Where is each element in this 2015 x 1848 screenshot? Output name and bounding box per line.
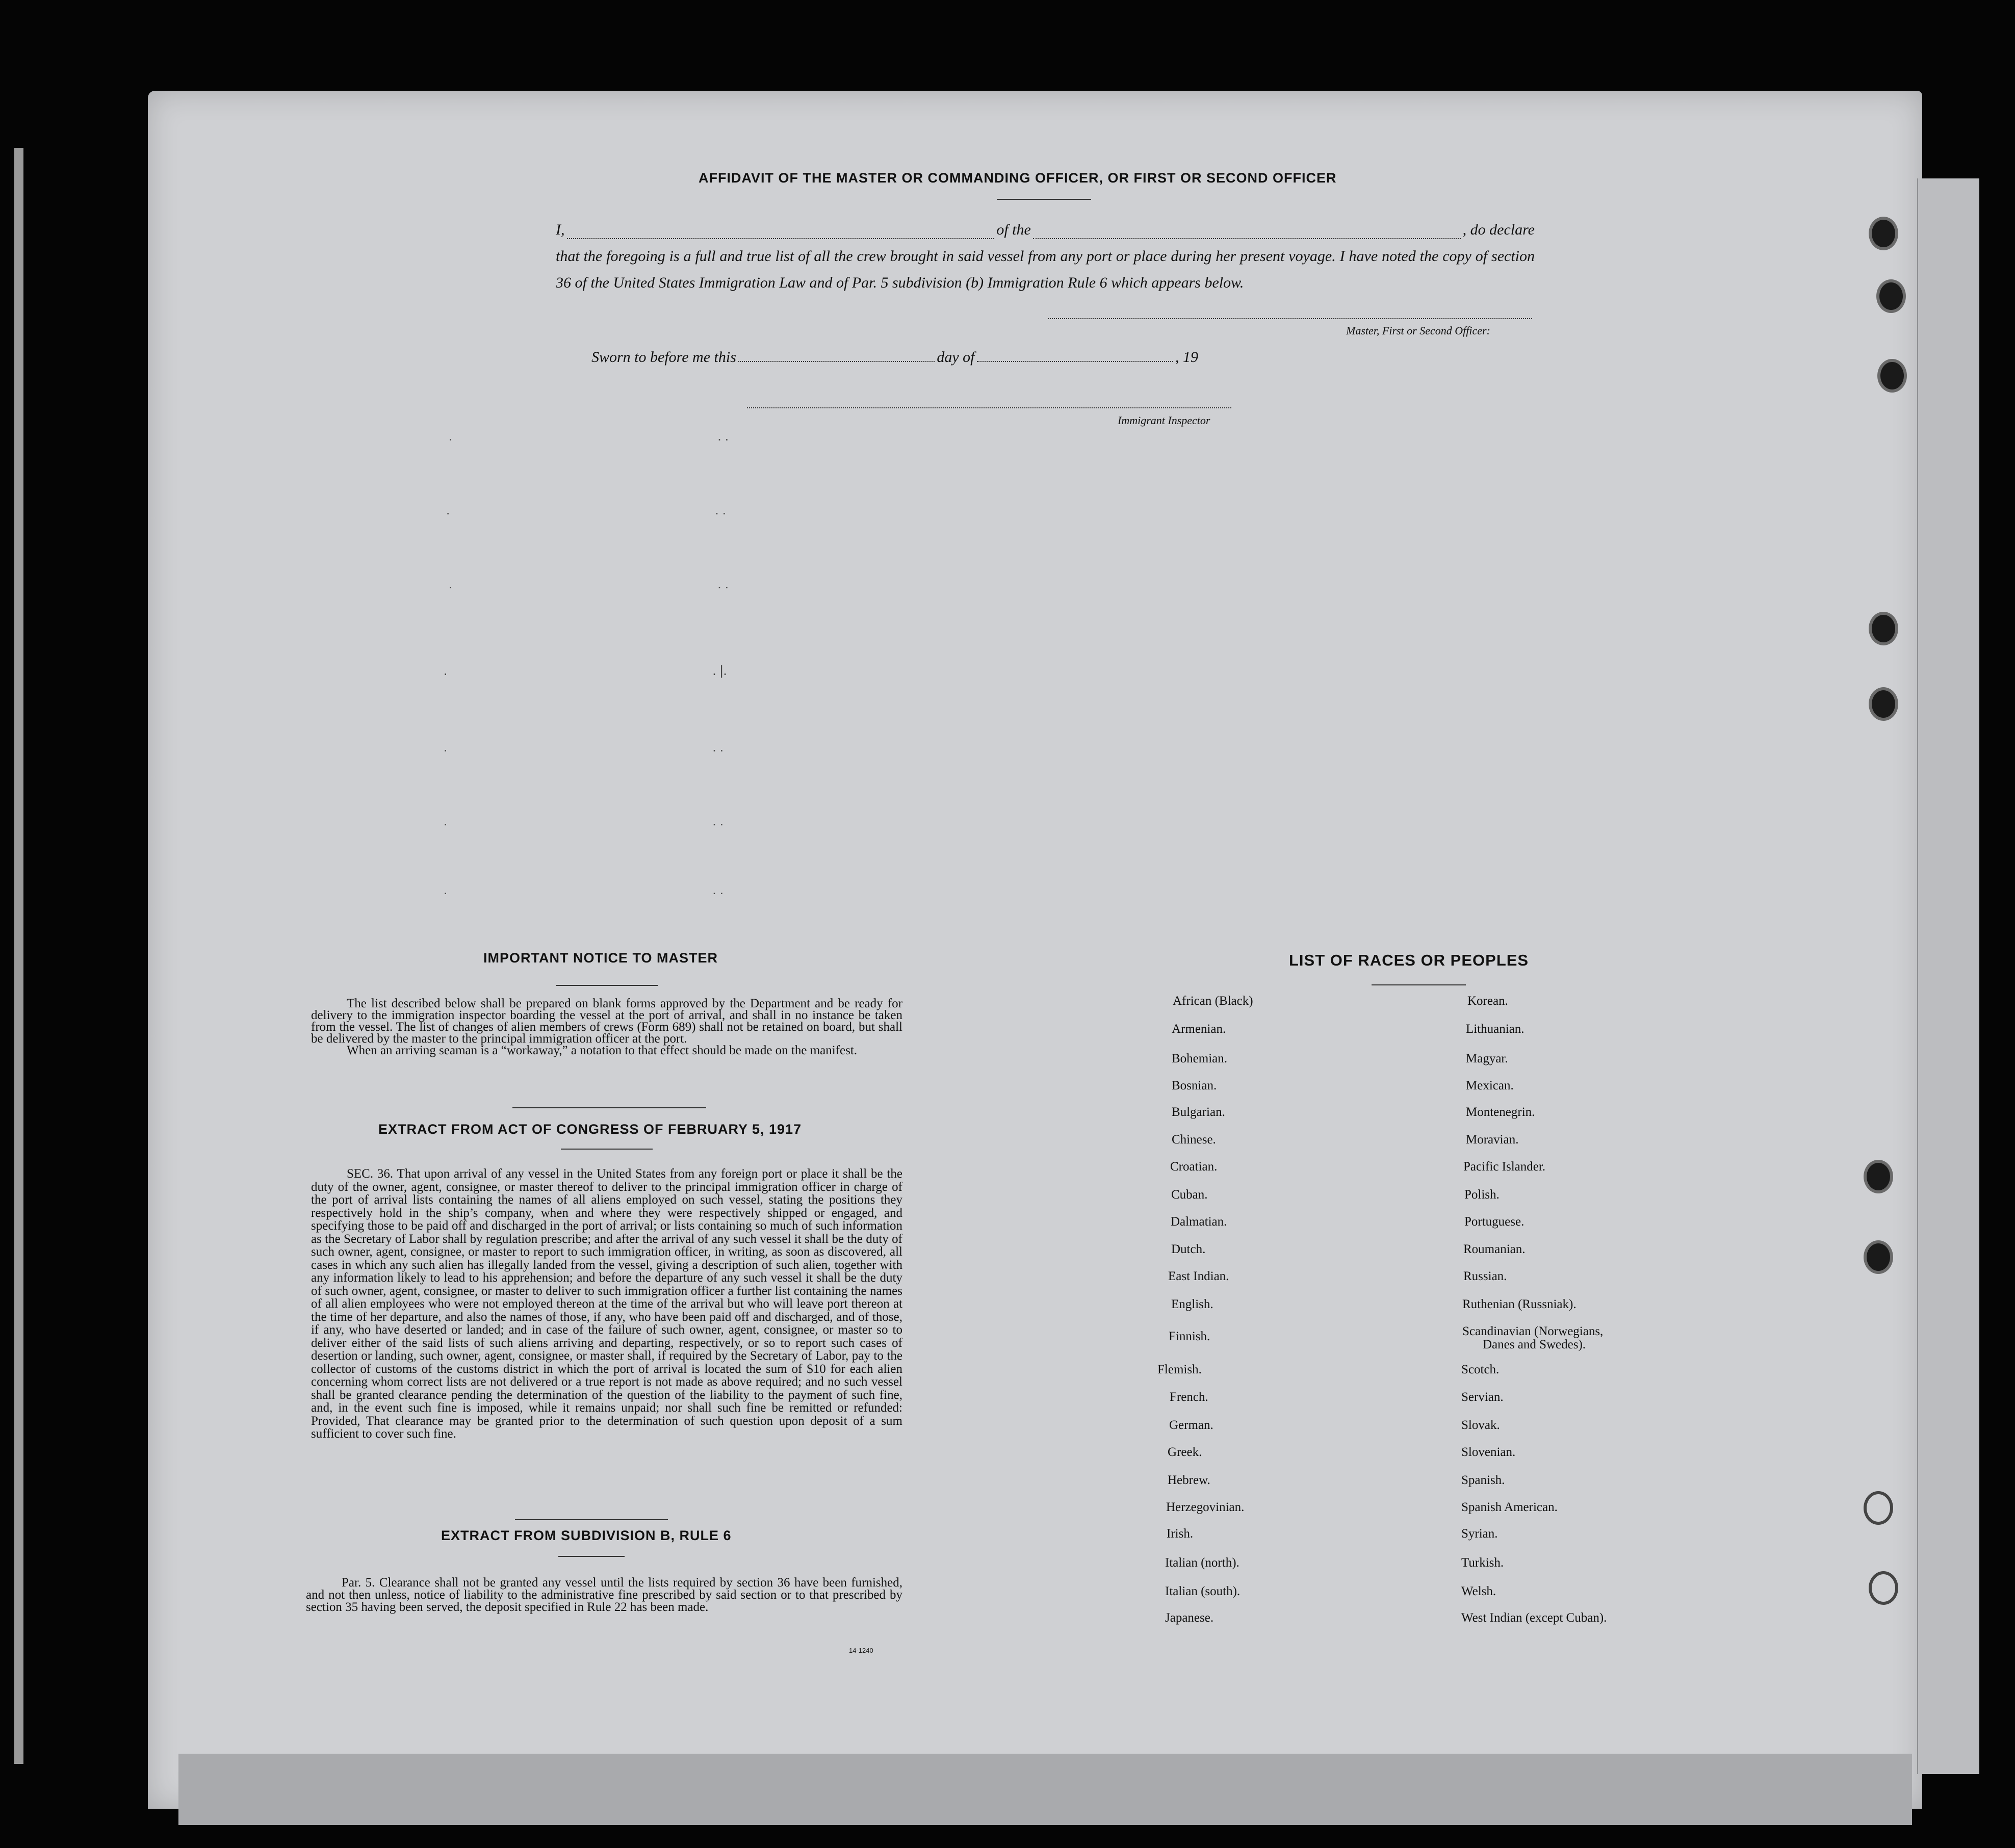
binder-hole-icon [1876,279,1906,313]
race-item: Mexican. [1466,1079,1514,1092]
binder-hole-icon [1869,217,1898,250]
race-item: Spanish. [1461,1473,1505,1487]
declarant-label: I, [556,221,565,238]
race-item: East Indian. [1168,1269,1229,1283]
race-item: Greek. [1168,1445,1202,1459]
race-item: Cuban. [1171,1188,1208,1202]
officer-signature-field[interactable] [1048,317,1532,319]
day-of-label: day of [937,349,975,366]
race-item: Chinese. [1172,1133,1216,1147]
race-item: Finnish. [1169,1330,1210,1343]
race-item: Dutch. [1171,1242,1206,1256]
race-item: Bulgarian. [1172,1105,1225,1119]
races-title: LIST OF RACES OR PEOPLES [1289,951,1529,969]
form-number: 14-1240 [849,1647,873,1654]
race-item: Hebrew. [1168,1473,1210,1487]
inspector-signature-field[interactable] [747,406,1231,408]
left-edge-strip [14,148,23,1764]
notice-paragraph: The list described below shall be prepared on blank forms approved by the Department and be ready for delivery to the immigration inspector boarding the vessel at the port of arrival, and shall in no instance be taken from the vessel. The list of changes of alien members of crews (Form 689) shall not be retained on board, but shall be delivered by the master to the principal immigration officer at the port. [311,997,902,1046]
binder-hole-icon [1877,359,1907,393]
show-through-mark: . . . [444,813,724,828]
race-item: Lithuanian. [1466,1022,1525,1036]
binder-hole-icon [1869,1571,1898,1605]
vessel-name-field[interactable] [1033,223,1461,239]
race-item: Ruthenian (Russniak). [1462,1297,1577,1311]
notice-title: IMPORTANT NOTICE TO MASTER [483,950,718,966]
show-through-mark: . . |. [444,663,727,678]
show-through-mark: . . . [446,502,726,517]
race-item: Roumanian. [1463,1242,1526,1256]
declaration-body: that the foregoing is a full and true list of all the crew brought in said vessel from any port or place during her present voyage. I have noted the copy of section 36 of the United States Immigration Law and of Par. 5 subdivision (b) Immigration Rule 6 which appears below. [556,248,1535,291]
race-item: Herzegovinian. [1166,1500,1245,1514]
race-item: Pacific Islander. [1463,1160,1546,1174]
show-through-mark: . . . [449,428,729,444]
race-item: Turkish. [1461,1556,1504,1570]
race-item: Bohemian. [1172,1052,1228,1065]
section-36-paragraph: SEC. 36. That upon arrival of any vessel in the United States from any foreign port or place it shall be the duty of the owner, agent, consignee, or master thereof to deliver to the principal immigration officer in charge of the port of arrival lists containing the names of all aliens employed on such vessel, stating the positions they respectively hold in the ship’s company, when and where they were respectively shipped or engaged, and specifying those to be paid off and discharged in the port of arrival; or lists containing so much of such information as the Secretary of Labor shall by regulation prescribe; and after the arrival of any such vessel it shall be the duty of such owner, agent, consignee, or master to report to such immigration officer, in writing, as soon as discovered, all cases in which any such alien has illegally landed from the vessel, giving a description of such alien, together with any information likely to lead to his apprehension; and before the departure of any such vessel it shall be the duty of such owner, agent, consignee, or master to deliver to such immigration officer a further list containing the names of all alien employees who were not employed thereon at the time of the arrival but who will leave port thereon at the time of her departure, and also the names of those, if any, who have been paid off and discharged, and of those, if any, who have deserted or landed; and in case of the failure of such owner, agent, consignee, or master so to deliver either of the said lists of such aliens arriving and departing, respectively, or so to report such cases of desertion or landing, such owner, agent, consignee, or master shall, if required by the Secretary of Labor, pay to the collector of customs of the customs district in which the port of arrival is located the sum of $10 for each alien concerning whom correct lists are not delivered or a true report is not made as above required; and no such vessel shall be granted clearance pending the determination of the question of the liability to the payment of such fine, and, in the event such fine is imposed, while it remains unpaid; nor shall such fine be remitted or refunded: Provided, That clearance may be granted prior to the determination of such question upon deposit of a sum sufficient to cover such fine. [311,1167,902,1441]
race-item: West Indian (except Cuban). [1461,1611,1607,1625]
year-label: , 19 [1175,349,1198,366]
race-item: Russian. [1463,1269,1507,1283]
show-through-mark: . . . [449,576,729,591]
race-item: Scandinavian (Norwegians, [1462,1324,1604,1338]
section-36-text [311,1167,902,1441]
sworn-month-field[interactable] [977,346,1173,362]
race-item: Welsh. [1461,1584,1496,1598]
officer-signature-label: Master, First or Second Officer: [1346,324,1490,337]
section-divider [515,1519,668,1520]
race-item: Portuguese. [1464,1215,1525,1229]
notice-body [311,998,902,1056]
races-title-rule [1372,984,1466,985]
binder-hole-icon [1869,612,1898,645]
race-item: German. [1169,1418,1213,1432]
declaration [556,217,1535,296]
binder-hole-icon [1864,1160,1893,1193]
race-item: Bosnian. [1172,1079,1217,1092]
notice-rule [556,985,658,986]
rule-extract-rule [558,1556,625,1557]
affidavit-title: AFFIDAVIT OF THE MASTER OR COMMANDING OFFICER, OR FIRST OR SECOND OFFICER [699,170,1337,186]
race-item: Danes and Swedes). [1483,1338,1586,1351]
rule-extract-title: EXTRACT FROM SUBDIVISION B, RULE 6 [441,1528,732,1543]
race-item: Slovenian. [1461,1445,1516,1459]
declare-label: , do declare [1462,221,1535,238]
binder-hole-icon [1869,687,1898,721]
race-item: Montenegrin. [1466,1105,1535,1119]
race-item: Spanish American. [1461,1500,1558,1514]
sworn-label: Sworn to before me this [591,349,736,366]
title-rule [997,199,1091,200]
declaration-first-line [556,217,1535,243]
paragraph-5-text [306,1577,902,1613]
act-extract-rule [561,1149,653,1150]
race-item: Syrian. [1461,1527,1498,1541]
binding-strip [1917,178,1979,1774]
race-item: Servian. [1461,1390,1504,1404]
race-item: Croatian. [1170,1160,1218,1174]
race-item: Slovak. [1461,1418,1500,1432]
race-item: Dalmatian. [1171,1215,1227,1229]
race-item: Irish. [1167,1527,1194,1541]
binder-hole-icon [1864,1240,1893,1274]
race-item: French. [1170,1390,1208,1404]
sworn-line [591,346,1198,366]
race-item: Polish. [1464,1188,1500,1202]
race-item: Japanese. [1165,1611,1214,1625]
show-through-mark: . . . [444,739,724,754]
section-divider [512,1107,706,1108]
race-item: Italian (north). [1165,1556,1239,1570]
race-item: Magyar. [1466,1052,1508,1065]
race-item: Moravian. [1466,1133,1519,1147]
declarant-name-field[interactable] [567,223,995,239]
show-through-mark: . . . [444,882,724,897]
race-item: Armenian. [1172,1022,1226,1036]
race-item: Korean. [1467,994,1508,1008]
race-item: Italian (south). [1165,1584,1241,1598]
act-extract-title: EXTRACT FROM ACT OF CONGRESS OF FEBRUARY 5, 1917 [378,1122,802,1137]
of-the-label: of the [996,221,1031,238]
race-item: Flemish. [1157,1363,1202,1376]
notice-paragraph: When an arriving seaman is a “workaway,” a notation to that effect should be made on the manifest. [347,1044,858,1057]
paragraph-5: Par. 5. Clearance shall not be granted any vessel until the lists required by section 36 have been furnished, and not then unless, notice of liability to the administrative fine prescribed by said section or to that prescribed by section 35 having been served, the deposit specified in Rule 22 has been made. [306,1576,902,1614]
inspector-label: Immigrant Inspector [1118,414,1210,427]
race-item: Scotch. [1461,1363,1500,1376]
race-item: English. [1171,1297,1213,1311]
race-item: African (Black) [1173,994,1253,1008]
sworn-day-field[interactable] [738,346,935,362]
binder-hole-icon [1864,1491,1893,1525]
page-bottom-edge [178,1754,1912,1825]
